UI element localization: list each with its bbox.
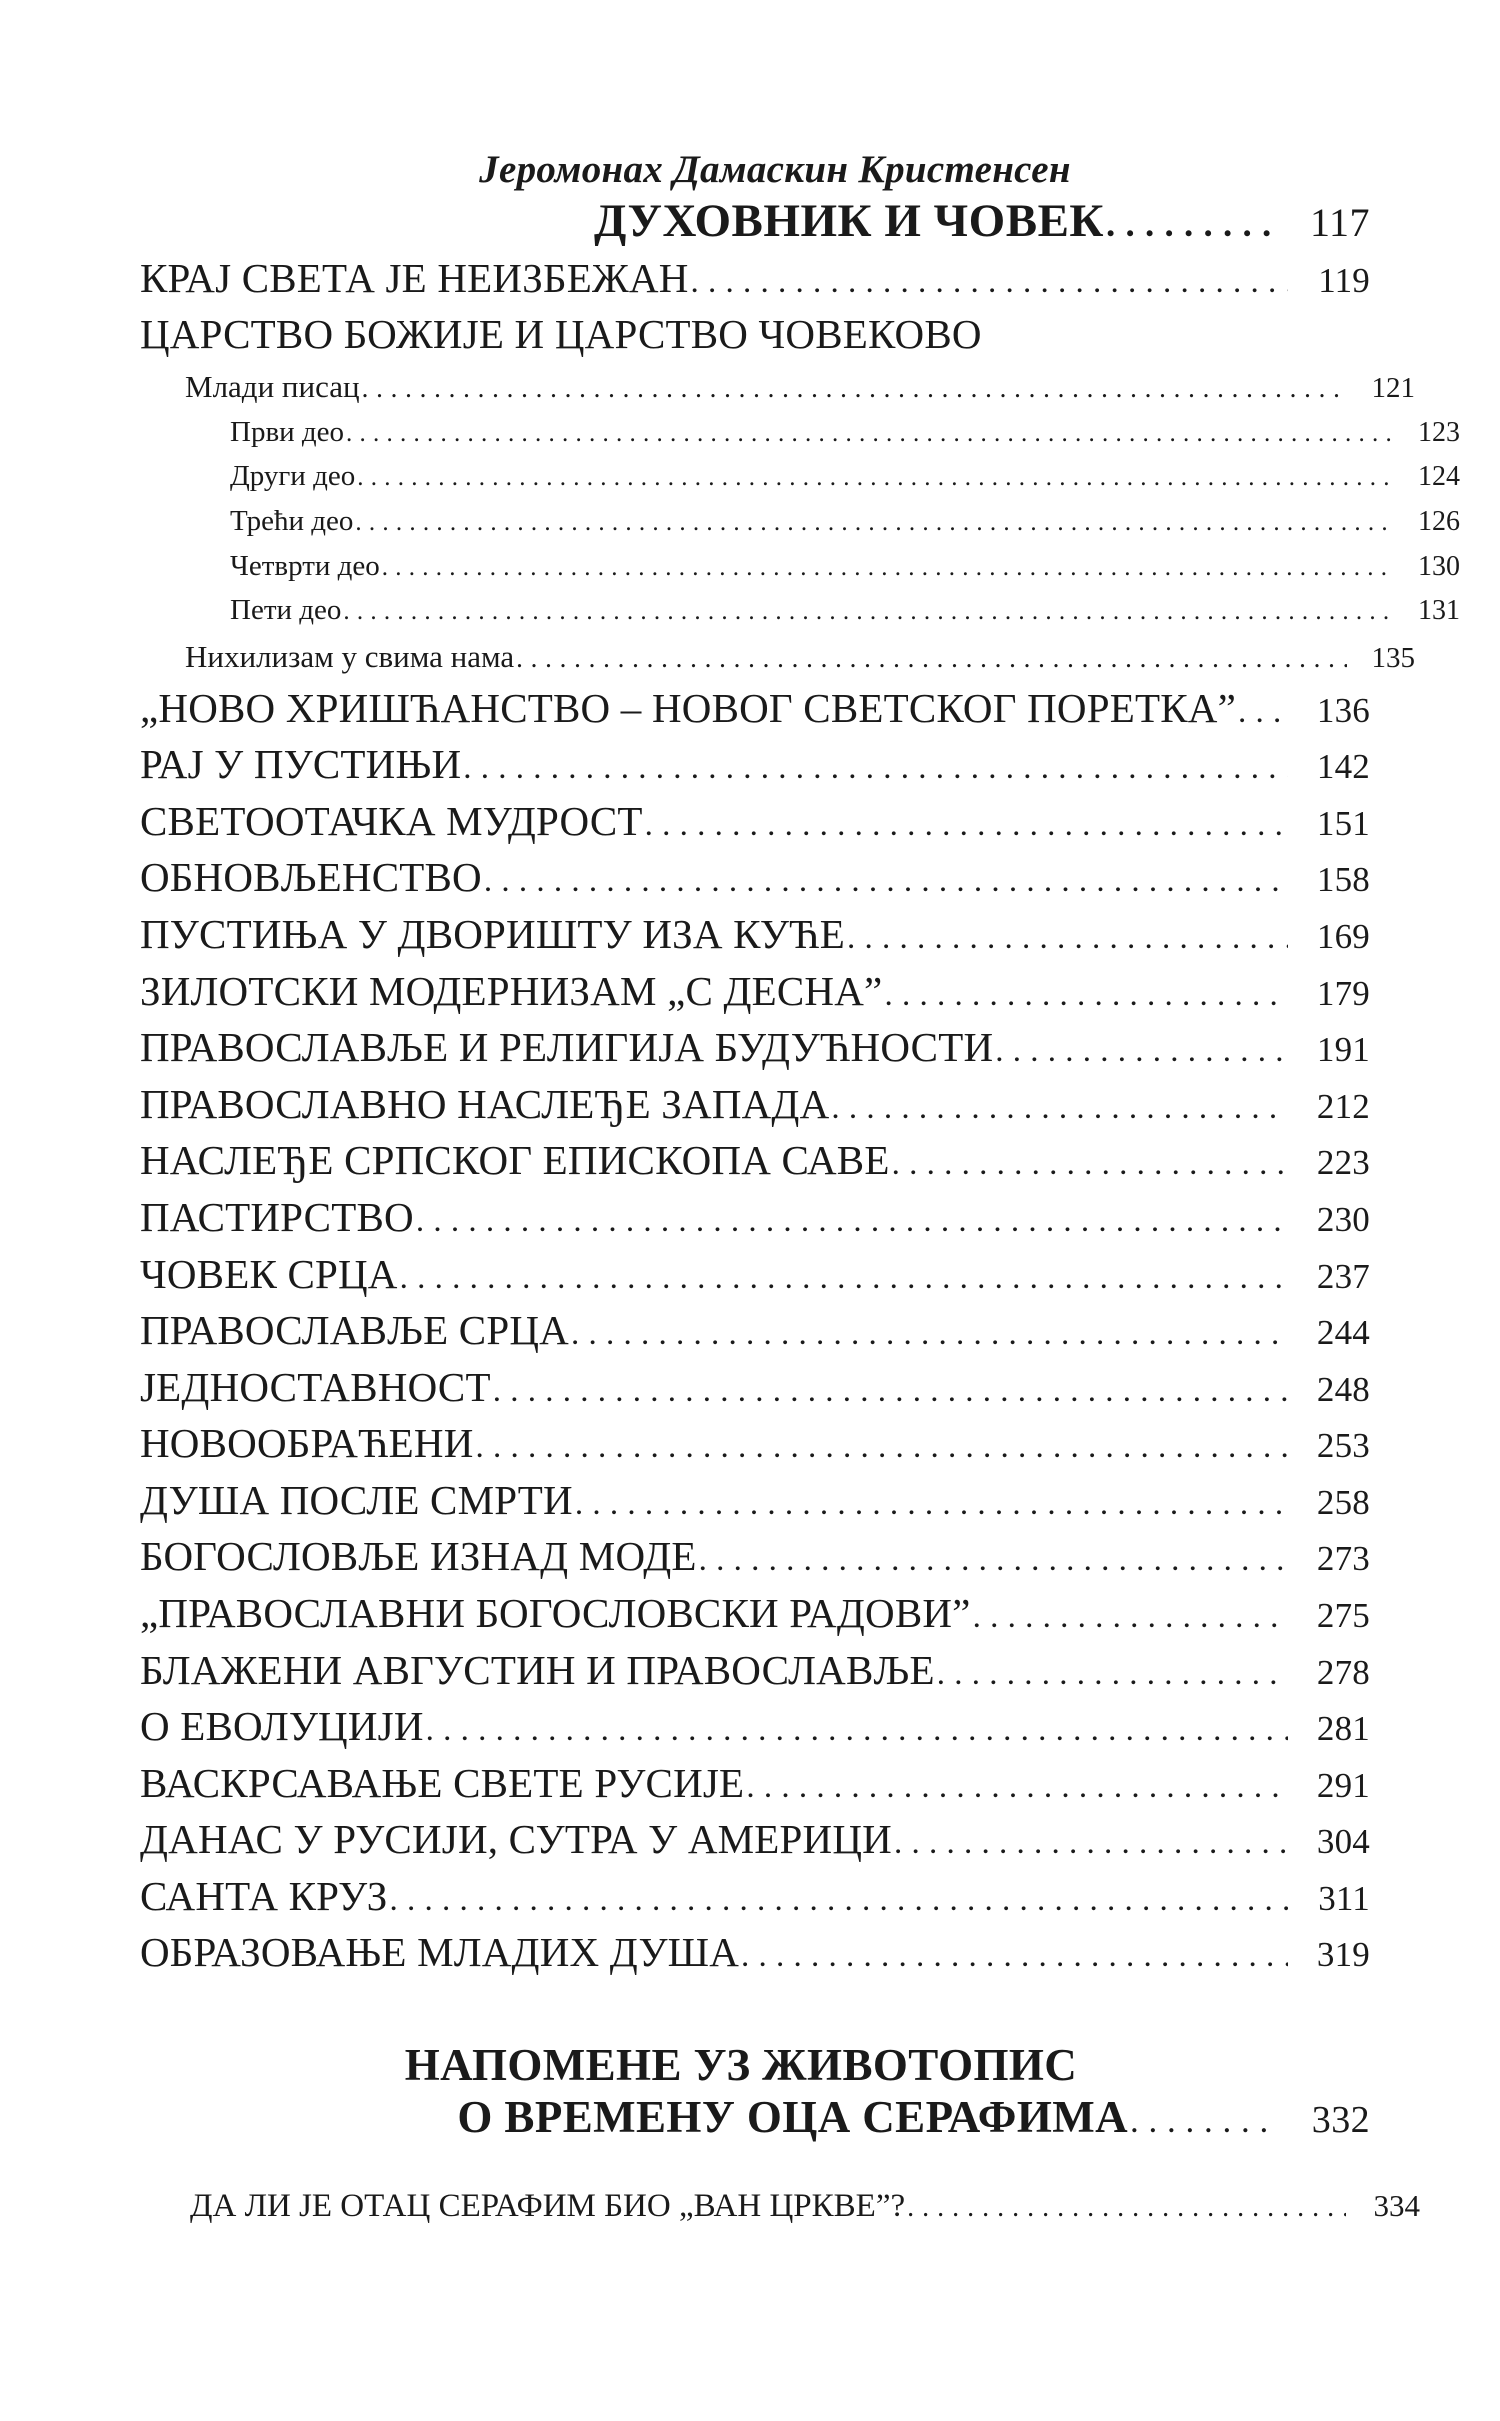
toc-entry[interactable]: [140, 1528, 1370, 1585]
toc-entry-page: 136: [1316, 690, 1370, 730]
toc-entry-page: 281: [1316, 1709, 1370, 1749]
toc-entry-page: 278: [1316, 1652, 1370, 1692]
toc-entry[interactable]: [140, 963, 1370, 1020]
toc-entry[interactable]: [140, 1246, 1370, 1303]
dot-leader: [645, 803, 1288, 849]
toc-entry-page: 334: [1373, 2188, 1420, 2224]
toc-entry-label: ВАСКРСАВАЊЕ СВЕТЕ РУСИЈЕ: [140, 1759, 745, 1806]
toc-entry[interactable]: [140, 306, 1370, 363]
toc-entry-page: 248: [1316, 1369, 1370, 1409]
toc-entry[interactable]: [140, 736, 1370, 793]
toc-entry-label: ПРАВОСЛАВНО НАСЛЕЂЕ ЗАПАДА: [140, 1080, 830, 1127]
toc-entry-page: 151: [1316, 803, 1370, 843]
toc-entry-label: САНТА КРУЗ: [140, 1872, 388, 1919]
dot-leader: [343, 593, 1394, 631]
toc-entry-label: БОГОСЛОВЉЕ ИЗНАД МОДЕ: [140, 1533, 697, 1580]
toc-entry[interactable]: [230, 544, 1460, 589]
toc-entry[interactable]: [140, 906, 1370, 963]
dot-leader: [831, 1086, 1288, 1132]
toc-entry-title[interactable]: [140, 195, 1370, 248]
toc-entry-label: „НОВО ХРИШЋАНСТВО – НОВОГ СВЕТСКОГ ПОРЕТКА”: [140, 684, 1236, 731]
dot-leader: [1238, 690, 1288, 736]
toc-entry-page: 121: [1371, 371, 1415, 404]
toc-entry[interactable]: [140, 793, 1370, 850]
toc-entry[interactable]: [140, 1755, 1370, 1812]
toc-entry-page: 253: [1316, 1426, 1370, 1466]
toc-entry[interactable]: [140, 849, 1370, 906]
author-name: Јеромонах Дамаскин Кристенсен: [479, 148, 1071, 191]
dot-leader: [575, 1482, 1288, 1528]
toc-entry[interactable]: [185, 363, 1415, 410]
toc-entry-label: ДА ЛИ ЈЕ ОТАЦ СЕРАФИМ БИО „ВАН ЦРКВЕ”?: [190, 2188, 906, 2225]
toc-entry-label: Четврти део: [230, 549, 380, 582]
dot-leader: [463, 746, 1288, 792]
dot-leader: [493, 1369, 1288, 1415]
dot-leader: [884, 973, 1288, 1019]
dot-leader: [362, 368, 1347, 409]
dot-leader: [699, 1538, 1288, 1584]
toc-entry-page: 135: [1371, 641, 1415, 674]
toc-entry[interactable]: [140, 1019, 1370, 1076]
section-heading-entry[interactable]: [140, 2091, 1370, 2143]
toc-entry-page: 258: [1316, 1482, 1370, 1522]
toc-content: [140, 148, 1460, 2230]
toc-entry[interactable]: [230, 454, 1460, 499]
toc-entry[interactable]: [140, 250, 1370, 307]
toc-entry-page: 131: [1418, 595, 1460, 627]
dot-leader: [571, 1312, 1288, 1358]
toc-entry[interactable]: [140, 680, 1370, 737]
toc-entry-label: ОБРАЗОВАЊЕ МЛАДИХ ДУША: [140, 1929, 740, 1976]
section-heading-line1: НАПОМЕНЕ УЗ ЖИВОТОПИС: [404, 2040, 1078, 2091]
toc-entry[interactable]: [140, 1585, 1370, 1642]
dot-leader: [357, 459, 1394, 497]
dot-leader: [382, 549, 1394, 587]
toc-entry-label: ЗИЛОТСКИ МОДЕРНИЗАМ „С ДЕСНА”: [140, 967, 883, 1014]
toc-entry-page: 117: [1309, 200, 1370, 245]
dot-leader: [416, 1199, 1288, 1245]
toc-entry-page: 169: [1316, 917, 1370, 957]
toc-entry-label: Пети део: [230, 594, 342, 627]
toc-entry-page: 273: [1316, 1539, 1370, 1579]
section-heading: [140, 2039, 1370, 2143]
toc-entry-label: ЦАРСТВО БОЖИЈЕ И ЦАРСТВО ЧОВЕКОВО: [140, 311, 982, 358]
toc-entry-label: ДУША ПОСЛЕ СМРТИ: [140, 1476, 573, 1523]
toc-entry-page: 319: [1316, 1935, 1370, 1975]
section-heading-page: 332: [1311, 2099, 1370, 2142]
toc-entry-label: СВЕТООТАЧКА МУДРОСТ: [140, 797, 643, 844]
dot-leader: [484, 859, 1288, 905]
toc-entry-page: 244: [1316, 1313, 1370, 1353]
toc-entry[interactable]: [230, 588, 1460, 633]
toc-entry-page: 291: [1316, 1765, 1370, 1805]
toc-entry-label: НОВООБРАЋЕНИ: [140, 1420, 474, 1467]
toc-entry[interactable]: [140, 1359, 1370, 1416]
dot-leader: [346, 415, 1394, 453]
toc-entry-page: 230: [1316, 1199, 1370, 1239]
dot-leader: [691, 260, 1288, 306]
toc-entry-label: ПАСТИРСТВО: [140, 1193, 414, 1240]
dot-leader: [355, 504, 1394, 542]
toc-entry-page: 304: [1316, 1822, 1370, 1862]
dot-leader: [847, 916, 1288, 962]
toc-entry-label: Други део: [230, 460, 356, 493]
toc-entry-page: 212: [1316, 1086, 1370, 1126]
dot-leader: [892, 1142, 1288, 1188]
toc-entry-page: 126: [1418, 505, 1460, 537]
toc-entry[interactable]: [230, 499, 1460, 544]
toc-entry[interactable]: [140, 1924, 1370, 1981]
toc-entry-label: ПРАВОСЛАВЉЕ СРЦА: [140, 1307, 569, 1354]
dot-leader: [894, 1821, 1288, 1867]
toc-entry-label: ОБНОВЉЕНСТВО: [140, 854, 482, 901]
toc-entry-label: ДУХОВНИК И ЧОВЕК: [594, 195, 1104, 247]
toc-entry-label: РАЈ У ПУСТИЊИ: [140, 741, 462, 788]
toc-entry-label: ЈЕДНОСТАВНОСТ: [140, 1363, 491, 1410]
toc-entry-page: 158: [1316, 860, 1370, 900]
toc-entry-label: НАСЛЕЂЕ СРПСКОГ ЕПИСКОПА САВЕ: [140, 1137, 890, 1184]
toc-entry-page: 311: [1318, 1878, 1370, 1918]
dot-leader: [426, 1708, 1288, 1754]
toc-entry-page: 179: [1316, 973, 1370, 1013]
dot-leader: [1130, 2101, 1280, 2142]
toc-entry[interactable]: [140, 1698, 1370, 1755]
toc-entry[interactable]: [140, 1189, 1370, 1246]
dot-leader: [741, 1934, 1288, 1980]
dot-leader: [400, 1256, 1288, 1302]
toc-entry-label: ПУСТИЊА У ДВОРИШТУ ИЗА КУЋЕ: [140, 911, 845, 958]
section-heading-line2: О ВРЕМЕНУ ОЦА СЕРАФИМА: [457, 2092, 1128, 2143]
chapter-header: [140, 150, 1370, 189]
toc-entry[interactable]: [230, 410, 1460, 455]
toc-entry-page: 237: [1316, 1256, 1370, 1296]
dot-leader: [937, 1652, 1288, 1698]
toc-entry-label: БЛАЖЕНИ АВГУСТИН И ПРАВОСЛАВЉЕ: [140, 1646, 935, 1693]
dot-leader: [973, 1595, 1288, 1641]
dot-leader: [476, 1425, 1288, 1471]
toc-entry-page: 119: [1318, 260, 1370, 300]
dot-leader: [516, 638, 1347, 679]
toc-entry[interactable]: [185, 633, 1415, 680]
toc-entry-label: Млади писац: [185, 368, 360, 404]
dot-leader: [1106, 204, 1276, 245]
toc-entry-label: ЧОВЕК СРЦА: [140, 1250, 398, 1297]
toc-entry[interactable]: [140, 1132, 1370, 1189]
toc-entry-label: ДАНАС У РУСИЈИ, СУТРА У АМЕРИЦИ: [140, 1816, 892, 1863]
toc-entry-label: КРАЈ СВЕТА ЈЕ НЕИЗБЕЖАН: [140, 254, 689, 301]
toc-entry-list: [140, 250, 1460, 1981]
toc-entry[interactable]: [140, 1868, 1370, 1925]
toc-entry-page: 142: [1316, 747, 1370, 787]
toc-entry-label: Први део: [230, 415, 345, 448]
toc-entry-label: Нихилизам у свима нама: [185, 638, 515, 674]
toc-entry[interactable]: [140, 1076, 1370, 1133]
toc-entry-page: 124: [1418, 461, 1460, 493]
toc-entry-label: ПРАВОСЛАВЉЕ И РЕЛИГИЈА БУДУЋНОСТИ: [140, 1024, 994, 1071]
toc-entry-page: 191: [1316, 1030, 1370, 1070]
toc-entry-page: 123: [1418, 416, 1460, 448]
toc-entry-page: 275: [1316, 1595, 1370, 1635]
toc-entry-page: 130: [1418, 550, 1460, 582]
dot-leader: [390, 1878, 1288, 1924]
toc-entry[interactable]: [140, 1642, 1370, 1699]
toc-entry[interactable]: [140, 1415, 1370, 1472]
toc-entry[interactable]: [140, 1472, 1370, 1529]
dot-leader: [746, 1765, 1288, 1811]
toc-entry-final[interactable]: [190, 2183, 1420, 2229]
toc-entry[interactable]: [140, 1302, 1370, 1359]
toc-entry[interactable]: [140, 1811, 1370, 1868]
toc-entry-label: О ЕВОЛУЦИЈИ: [140, 1703, 424, 1750]
dot-leader: [995, 1029, 1288, 1075]
toc-entry-label: Трећи део: [230, 504, 354, 537]
toc-entry-page: 223: [1316, 1143, 1370, 1183]
dot-leader: [907, 2188, 1346, 2227]
toc-entry-label: „ПРАВОСЛАВНИ БОГОСЛОВСКИ РАДОВИ”: [140, 1589, 971, 1636]
